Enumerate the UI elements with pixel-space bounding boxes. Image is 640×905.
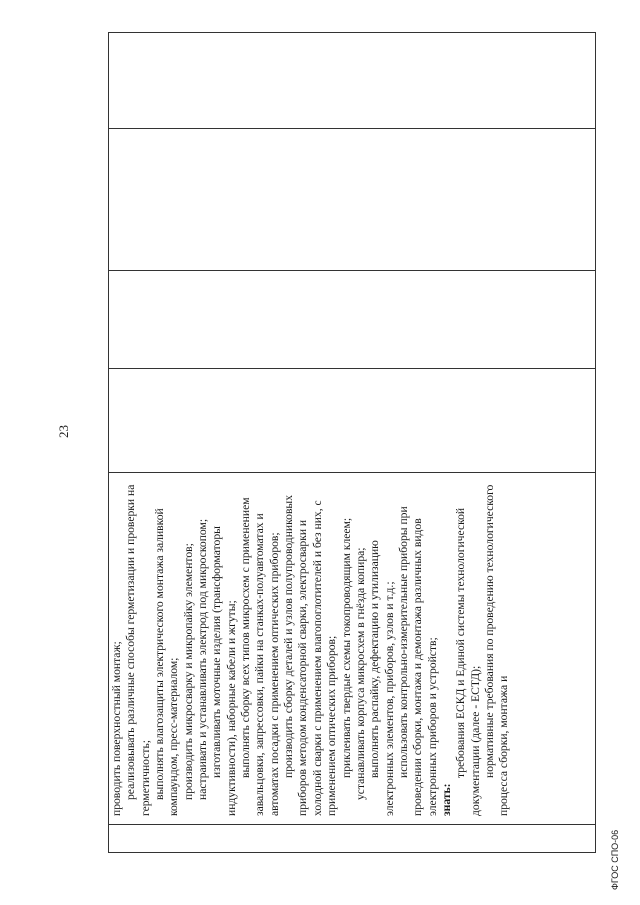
empty-cell-6 [109, 33, 596, 129]
content-text [109, 473, 512, 824]
content-line: реализовывать различные способы герметизации и проверки на герметичность; [124, 484, 152, 816]
content-line: выполнять сборку всех типов микросхем с применением завальцовки, запрессовки, пайки на станках-полуавтоматах и автоматах посадки с применением оптических приборов; [239, 497, 281, 816]
content-line: выполнять распайку, дефектацию и утилизацию электронных элементов, приборов, узлов и т.д.; [368, 540, 396, 816]
content-line: знать: [439, 783, 453, 816]
standards-table [108, 32, 596, 853]
empty-cell-4 [109, 271, 596, 369]
table-container [108, 33, 596, 853]
content-line: нормативные требования по проведению технологического процесса сборки, монтажа и [482, 484, 511, 816]
empty-cell-5 [109, 129, 596, 271]
content-line: требования ЕСКД и Единой системы технологической документации (далее - ЕСТД); [454, 507, 482, 816]
content-line: выполнять влагозащиты электрического монтажа заливкой компаундом, пресс-материалом; [153, 508, 181, 816]
index-cell [109, 825, 596, 853]
content-line: изготавливать моточные изделия (трансформаторы индуктивности), наборные кабели и жгуты; [210, 526, 238, 816]
empty-cell-3 [109, 369, 596, 473]
content-cell [109, 473, 596, 825]
content-line: устанавливать корпуса микросхем в гнёзда копира; [353, 547, 367, 800]
content-line: производить микросварку и микропайку элементов; [181, 543, 195, 800]
content-line: производить сборку деталей и узлов полупроводниковых приборов методом конденсаторной сварки, электросварки и холодной сварки с применением влагопоглотителей и без них, с применением оптических приборов; [282, 494, 339, 816]
content-line: настраивать и устанавливать электрод под микроскопом; [196, 518, 210, 800]
content-line: приклеивать твердые схемы токопроводящим клеем; [339, 517, 353, 778]
content-line: использовать контрольно-измерительные приборы при проведении сборки, монтажа и демонтажа различных видов электронных приборов и устройств; [396, 506, 439, 816]
footer-code: ФГОС СПО-06 [610, 829, 620, 890]
content-line: проводить поверхностный монтаж; [110, 641, 123, 816]
page-number: 23 [56, 425, 71, 438]
